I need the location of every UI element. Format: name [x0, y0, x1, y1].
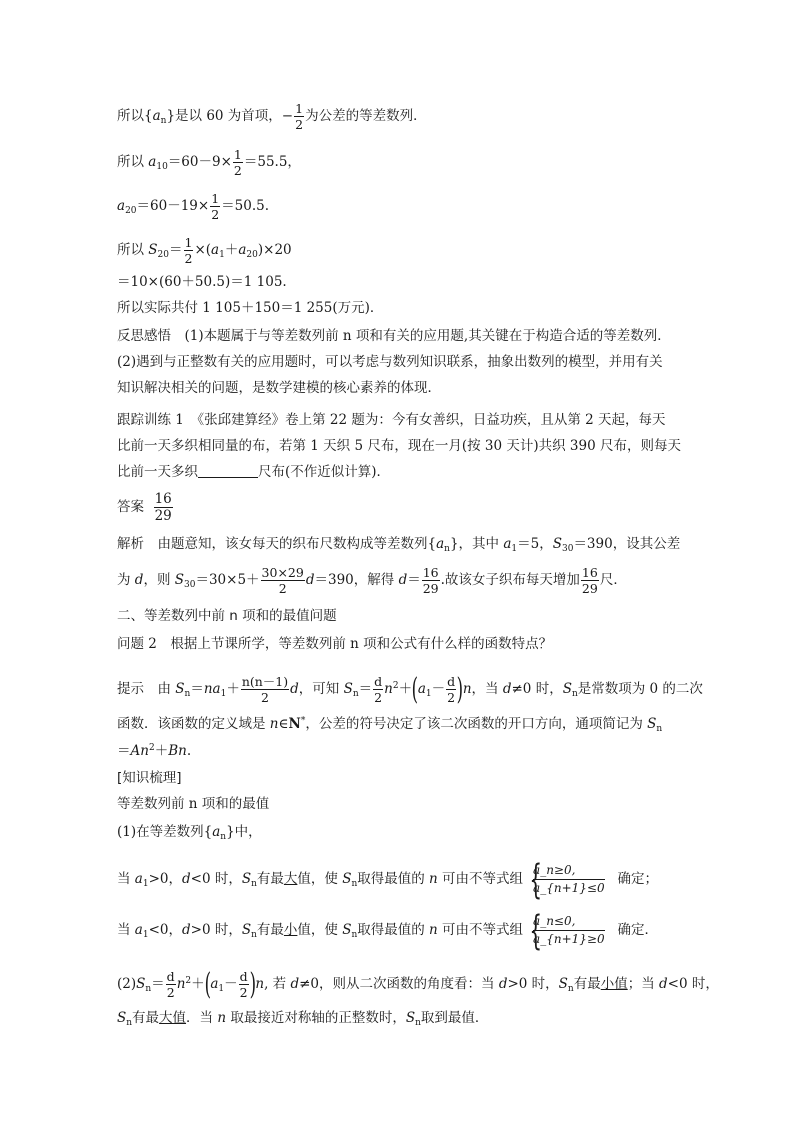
subscript: 20 — [125, 206, 137, 217]
text: ＝ — [169, 242, 183, 259]
var: S — [241, 922, 252, 938]
text: ＝ — [358, 681, 373, 698]
var: n — [269, 716, 279, 732]
var: S — [174, 572, 184, 589]
text: ，可知 — [298, 681, 344, 698]
text: [知识梳理] — [117, 770, 182, 786]
text: ＝ — [151, 976, 165, 993]
superscript: * — [300, 716, 306, 726]
fraction — [294, 102, 304, 131]
numerator: 1 — [295, 101, 304, 116]
right-paren: ) — [249, 966, 256, 1002]
text: 比前一天多织 — [117, 464, 198, 480]
text: 确定． — [617, 922, 658, 938]
numerator: n(n－1) — [241, 674, 289, 689]
var: d — [290, 976, 300, 993]
inequality-row — [533, 913, 605, 931]
numerator: 30×29 — [261, 565, 304, 580]
text: ＝60－9× — [167, 154, 232, 171]
text: >0 时， — [190, 922, 242, 938]
denominator: 2 — [239, 985, 248, 1001]
subscript: n — [251, 930, 257, 940]
var: d — [290, 681, 299, 698]
text: 所以 — [117, 154, 149, 171]
var: S — [136, 976, 146, 993]
text: 当 — [117, 871, 135, 887]
text: ，则 — [143, 572, 175, 589]
text: ＝55.5， — [243, 154, 301, 171]
line-common-difference — [117, 102, 427, 131]
numerator: 16 — [581, 565, 598, 580]
line-answer — [117, 492, 174, 523]
var: a — [134, 922, 143, 938]
denominator: 2 — [261, 690, 269, 706]
numerator: d — [239, 969, 248, 984]
text: 等差数列前 n 项和的最值 — [117, 796, 270, 812]
line-question-2 — [117, 634, 552, 654]
text: (2) — [117, 976, 137, 993]
var: Bn — [168, 743, 187, 759]
numerator: 16 — [422, 565, 439, 580]
text: 所以{ — [117, 108, 153, 125]
var: na — [203, 681, 221, 698]
text: <0 时， — [190, 871, 242, 887]
answer-label: 答案 — [117, 499, 144, 516]
superscript: 2 — [392, 681, 399, 692]
text: ＝30×5＋ — [195, 572, 260, 589]
text: 可由不等式组 — [437, 871, 524, 887]
text: 为 — [117, 572, 135, 589]
line-hint-1 — [117, 671, 703, 707]
text: 值，使 — [297, 922, 343, 938]
text: ．当 — [186, 1010, 218, 1026]
text: ＝ — [190, 681, 204, 698]
var: n — [384, 681, 393, 698]
var: S — [647, 716, 657, 732]
text: 反思感悟 (1)本题属于与等差数列前 n 项和有关的应用题,其关键在于构造合适的等差数列． — [117, 328, 671, 344]
fraction — [581, 566, 599, 595]
left-paren: ( — [204, 966, 211, 1002]
underlined-word: 大值 — [159, 1010, 187, 1026]
var: d — [659, 976, 668, 993]
fraction — [184, 236, 194, 265]
line-hint-3 — [117, 741, 191, 761]
var: a — [211, 242, 220, 259]
text: ＝390，解得 — [314, 572, 399, 589]
line-hint-2 — [117, 714, 662, 734]
fraction — [239, 970, 249, 999]
text: 知识解决相关的问题，是数学建模的核心素养的体现． — [117, 380, 441, 396]
line-point-1 — [117, 822, 262, 842]
subscript: n — [184, 689, 191, 700]
var: S — [241, 871, 252, 887]
denominator: 29 — [422, 581, 439, 597]
numerator: d — [374, 674, 383, 689]
underlined-word: 大 — [283, 871, 298, 887]
text: ＝390，设其公差 — [573, 536, 681, 552]
subscript: n — [351, 930, 358, 940]
var: d — [134, 572, 144, 589]
text: ＋ — [191, 976, 205, 993]
text: 为公差的等差数列． — [305, 108, 427, 125]
var: S — [558, 976, 568, 993]
inequality-row — [533, 880, 605, 897]
text: , 若 — [264, 976, 291, 993]
subscript: n — [567, 984, 574, 995]
var: d — [182, 871, 191, 887]
text: <0 时， — [667, 976, 719, 993]
subscript: 30 — [184, 580, 196, 591]
text: 问题 2 根据上节课所学，等差数列前 n 项和公式有什么样的函数特点？ — [117, 636, 553, 652]
text: 取最接近对称轴的正整数时， — [226, 1010, 406, 1026]
subscript: 20 — [246, 250, 258, 261]
fraction — [373, 675, 383, 704]
subscript: 30 — [561, 544, 574, 554]
fraction — [446, 675, 456, 704]
line-case-max — [117, 857, 658, 903]
line-analysis-1 — [117, 534, 680, 554]
var: a — [117, 198, 126, 215]
text: 可由不等式组 — [437, 922, 524, 938]
denominator: 2 — [447, 690, 456, 706]
line-topic — [117, 794, 269, 814]
text: 有最 — [132, 1010, 160, 1026]
text: ＋ — [226, 681, 240, 698]
text: ，当 — [471, 681, 503, 698]
text: ≠0，则从二次函数的角度看：当 — [299, 976, 499, 993]
answer-blank — [198, 463, 258, 478]
var: a — [148, 154, 157, 171]
left-paren: ( — [411, 671, 419, 707]
text: 有最 — [256, 871, 284, 887]
text: (2)遇到与正整数有关的应用题时，可以考虑与数列知识联系，抽象出数列的模型，并用有关 — [117, 354, 663, 370]
var: S — [117, 1010, 127, 1026]
subscript: n — [145, 984, 152, 995]
subscript: 10 — [156, 162, 168, 173]
underlined-word: 小值 — [600, 976, 628, 993]
text: 取得最值的 — [357, 922, 430, 938]
text: ×( — [194, 242, 212, 259]
denominator: 2 — [166, 985, 175, 1001]
subscript: 1 — [218, 984, 225, 995]
fraction — [233, 148, 243, 177]
inequality-system — [525, 857, 605, 903]
inequality-row — [533, 931, 605, 948]
var: S — [343, 681, 353, 698]
var: S — [148, 242, 158, 259]
text: (1)在等差数列{ — [117, 824, 213, 840]
line-reflection-2 — [117, 352, 663, 372]
natural-numbers: N — [288, 716, 301, 732]
text: ＝ — [407, 572, 421, 589]
line-a10 — [117, 148, 301, 177]
var: n — [462, 681, 472, 698]
line-analysis-2 — [117, 566, 627, 595]
fraction — [241, 675, 289, 704]
subscript: 1 — [219, 250, 225, 261]
line-case-min — [117, 908, 658, 954]
text: 解析 由题意知，该女每天的织布尺数构成等差数列{ — [117, 536, 437, 552]
var: S — [175, 681, 185, 698]
text: ＋ — [398, 681, 413, 698]
text: ＋ — [154, 743, 169, 759]
text: }，其中 — [449, 536, 504, 552]
inequality: a_{n+1}≥0 — [533, 932, 605, 946]
text: ；当 — [627, 976, 660, 993]
var: d — [305, 572, 315, 589]
denominator: 2 — [211, 207, 220, 223]
text: 函数．该函数的定义域是 — [117, 716, 270, 732]
var: An — [130, 743, 149, 759]
inequality-system — [525, 908, 605, 954]
text: }是以 60 为首项，− — [166, 108, 294, 125]
subscript: n — [415, 1018, 421, 1028]
knowledge-heading — [117, 768, 182, 788]
var: d — [182, 922, 191, 938]
text: 取得最值的 — [357, 871, 430, 887]
denominator: 2 — [278, 581, 287, 597]
subscript: n — [351, 879, 358, 889]
numerator: d — [447, 674, 456, 689]
superscript: 2 — [185, 976, 192, 987]
text: >0， — [148, 871, 182, 887]
text: 是常数项为 0 的二次 — [577, 681, 703, 698]
line-point-2 — [117, 966, 719, 1002]
text: 有最 — [573, 976, 601, 993]
text: ∈ — [278, 716, 289, 732]
text: ＝60－19× — [136, 198, 210, 215]
text: )×20 — [257, 242, 292, 259]
text: 二、等差数列中前 n 项和的最值问题 — [117, 608, 337, 624]
text: .故该女子织布每天增加 — [440, 572, 580, 589]
var: S — [342, 871, 352, 887]
fraction — [166, 970, 176, 999]
text: 当 — [117, 922, 135, 938]
line-a20 — [117, 192, 269, 221]
fraction — [210, 192, 220, 221]
text: 提示 由 — [117, 681, 176, 698]
text: 确定； — [617, 871, 658, 887]
text: － — [224, 976, 238, 993]
text: 尺． — [599, 572, 627, 589]
line-reflection-1 — [117, 326, 671, 346]
var: a — [134, 871, 143, 887]
denominator: 2 — [295, 117, 304, 133]
subscript: 20 — [157, 250, 169, 261]
text: 跟踪训练 1 《张邱建算经》卷上第 22 题为：今有女善织，日益功疾，且从第 2 天起，每天 — [117, 412, 666, 428]
subscript: n — [251, 879, 257, 889]
subscript: n — [126, 1018, 133, 1028]
superscript: 2 — [148, 743, 155, 753]
var: a — [210, 976, 219, 993]
text: 所以 — [117, 242, 149, 259]
subscript: n — [571, 689, 578, 700]
denominator: 2 — [184, 251, 193, 267]
denominator: 2 — [374, 690, 383, 706]
text: 比前一天多织相同量的布，若第 1 天织 5 尺布，现在一月(按 30 天计)共织 390 尺布，则每天 — [117, 438, 681, 454]
numerator: 1 — [233, 147, 242, 162]
var: d — [498, 976, 508, 993]
line-point-2-cont — [117, 1008, 488, 1028]
line-exercise-1 — [117, 410, 666, 430]
underlined-word: 小 — [283, 922, 298, 938]
text: 取到最值． — [420, 1010, 489, 1026]
var: n — [217, 1010, 227, 1026]
var: S — [342, 922, 352, 938]
inequality: a_{n+1}≤0 — [533, 881, 605, 895]
line-s20-result — [117, 272, 287, 292]
line-exercise-3 — [117, 462, 390, 482]
var: a — [152, 108, 161, 125]
var: n — [429, 922, 438, 938]
text: － — [431, 681, 446, 698]
denominator: 29 — [581, 581, 598, 597]
subscript: 1 — [142, 879, 149, 889]
subscript: 1 — [142, 930, 149, 940]
var: a — [436, 536, 445, 552]
fraction — [422, 566, 440, 595]
inequality-row — [533, 862, 605, 880]
var: n — [429, 871, 438, 887]
subscript: n — [220, 832, 227, 842]
section-heading — [117, 606, 337, 626]
line-total-paid — [117, 298, 383, 318]
line-reflection-3 — [117, 378, 441, 398]
var: a — [212, 824, 221, 840]
var: d — [502, 681, 512, 698]
var: a — [503, 536, 512, 552]
text: }中， — [226, 824, 262, 840]
answer-fraction — [154, 492, 173, 523]
fraction — [261, 566, 305, 595]
subscript: 1 — [511, 544, 518, 554]
text: <0， — [148, 922, 182, 938]
text: >0 时， — [507, 976, 559, 993]
var: S — [562, 681, 572, 698]
numerator: 1 — [211, 191, 220, 206]
text: 所以实际共付 1 105＋150＝1 255(万元)． — [117, 300, 384, 316]
line-s20 — [117, 236, 292, 265]
text: 有最 — [256, 922, 284, 938]
text: ＝ — [117, 743, 131, 759]
text: ≠0 时， — [511, 681, 563, 698]
subscript: n — [352, 689, 359, 700]
subscript: n — [160, 116, 167, 127]
left-brace: { — [529, 857, 543, 903]
text: ＝10×(60＋50.5)＝1 105. — [117, 274, 287, 290]
text: . — [186, 743, 192, 759]
inequality: a_n≥0, — [533, 863, 576, 877]
text: 尺布(不作近似计算)． — [258, 464, 391, 480]
var: n — [176, 976, 186, 993]
denominator: 29 — [154, 508, 172, 525]
subscript: n — [444, 544, 450, 554]
subscript: n — [656, 724, 663, 734]
var: n — [255, 976, 265, 993]
subscript: 1 — [425, 689, 432, 700]
text: 值，使 — [297, 871, 343, 887]
var: d — [398, 572, 408, 589]
text: ＝5， — [517, 536, 553, 552]
denominator: 2 — [233, 163, 242, 179]
numerator: d — [166, 969, 175, 984]
var: S — [405, 1010, 416, 1026]
numerator: 1 — [184, 235, 193, 250]
var: S — [552, 536, 562, 552]
line-exercise-2 — [117, 436, 681, 456]
var: a — [238, 242, 247, 259]
numerator: 16 — [154, 491, 172, 507]
left-brace: { — [529, 908, 543, 954]
text: ＋ — [224, 242, 239, 259]
inequality: a_n≤0, — [533, 914, 576, 928]
text: ＝50.5. — [221, 198, 269, 215]
right-paren: ) — [456, 671, 464, 707]
var: a — [417, 681, 426, 698]
subscript: 1 — [220, 689, 227, 700]
text: ，公差的符号决定了该二次函数的开口方向，通项简记为 — [305, 716, 648, 732]
